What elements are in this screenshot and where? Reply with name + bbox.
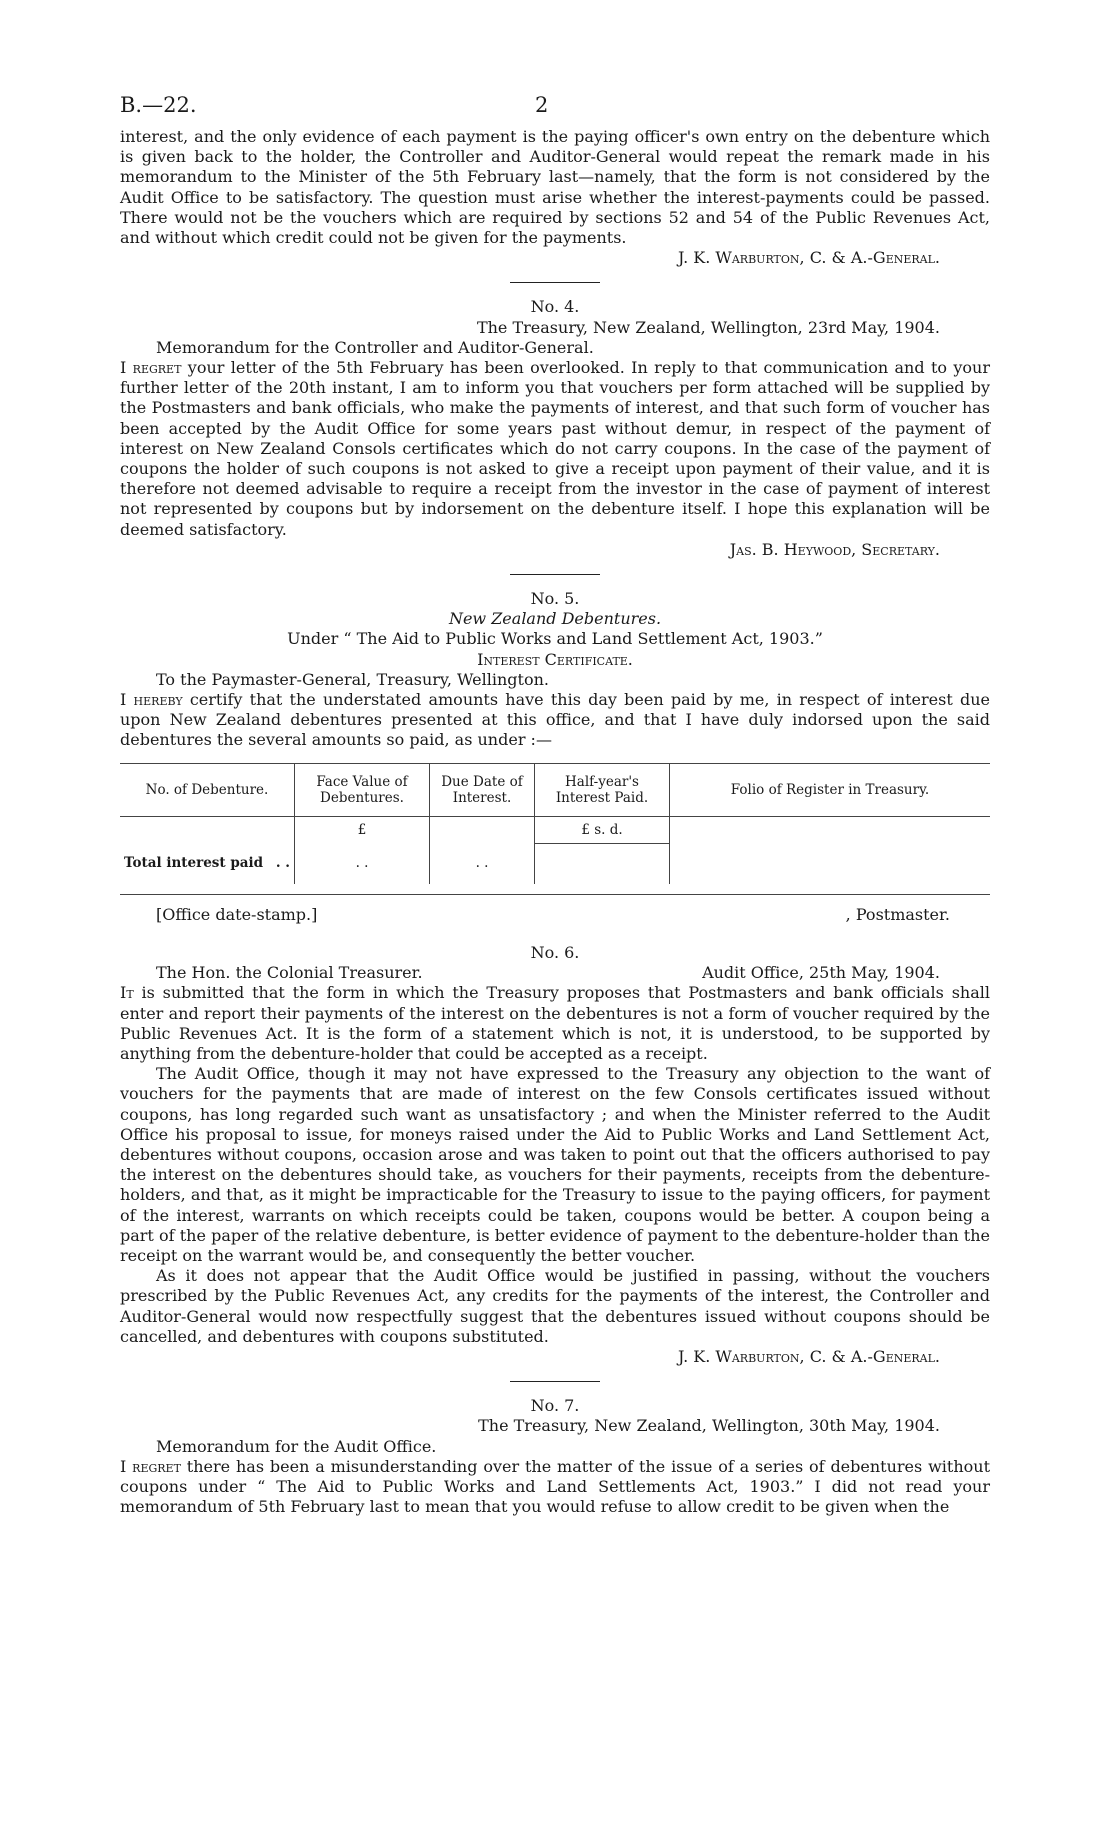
no7-text: there has been a misunderstanding over the matter of the issue of a series of debentures without coupons under “ The Aid to Public Works and Land Settlements Act, 1903.” I did not read your memorandum of 5th February last to mean that you would refuse to allow credit to be given when the: [120, 1456, 991, 1517]
table-cell: [430, 816, 535, 843]
col-header-due-date: Due Date of Interest.: [430, 763, 535, 816]
spacer: [120, 925, 990, 943]
no7-lead: I regret: [120, 1456, 181, 1476]
table-cell: [670, 843, 991, 884]
no7-body: [120, 1457, 990, 1518]
office-date-stamp: [Office date-stamp.]: [156, 904, 318, 924]
table-cell: [670, 816, 991, 843]
col-header-interest-paid: Half-year's Interest Paid.: [535, 763, 670, 816]
intro-paragraph: interest, and the only evidence of each payment is the paying officer's own entry on the debenture which is given back to the holder, the Controller and Auditor-General would repeat the remark made in his memorandum to the Minister of the 5th February last—namely, that the form is not considered by the Audit Office to be satisfactory. The question must arise whether the interest-payments could be passed. There would not be the vouchers which are required by sections 52 and 54 of the Public Revenues Act, and without which credit could not be given for the payments.: [120, 127, 990, 248]
no6-para-3: As it does not appear that the Audit Office would be justified in passing, without the vouchers prescribed by the Public Revenues Act, any credits for the payments of the interest, the Controller and Auditor-General would now respectfully suggest that the debentures issued without coupons should be cancelled, and debentures with coupons substituted.: [120, 1266, 990, 1346]
no7-memo-title: Memorandum for the Audit Office.: [156, 1436, 437, 1456]
no4-text: your letter of the 5th February has been overlooked. In reply to that communication and to your further letter of the 20th instant, I am to inform you that vouchers per form attached will be supplied by the Postmasters and bank officials, who make the payments of interest, and that such form of voucher has been accepted by the Audit Office for some years past without demur, in respect of the payment of interest on New Zealand Consols certificates which do not carry coupons. In the case of the payment of coupons the holder of such coupons is not asked to give a receipt upon payment of their value, and it is therefore not deemed advisable to require a receipt from the investor in the case of payment of interest not represented by coupons but by indorsement on the debenture itself. I hope this explanation will be deemed satisfactory.: [120, 358, 991, 539]
col-header-face-value: Face Value of Debentures.: [295, 763, 430, 816]
unit-pounds: £: [295, 816, 430, 843]
no6-address-row: [120, 963, 990, 983]
no5-addressee: To the Paymaster-General, Treasury, Wellington.: [156, 669, 549, 689]
page-number: 2: [535, 93, 549, 117]
no5-cert-title: Interest Certificate.: [477, 649, 633, 669]
no5-text: certify that the understated amounts have this day been paid by me, in respect of interest due upon New Zealand debentures presented at this office, and that I have duly indorsed upon the said debentures the several amounts so paid, as under :—: [120, 690, 990, 750]
no6-para-1: [120, 983, 990, 1064]
signature-warburton-1: J. K. Warburton, C. & A.-General.: [677, 248, 940, 268]
no4-dateline: The Treasury, New Zealand, Wellington, 23rd May, 1904.: [476, 317, 940, 337]
postmaster-line: , Postmaster.: [845, 904, 950, 924]
section-divider: [510, 574, 600, 575]
no4-lead: I regret: [120, 358, 182, 378]
table-cell: [535, 843, 670, 884]
no4-signature: Jas. B. Heywood, Secretary.: [729, 539, 940, 559]
no5-body: [120, 690, 990, 751]
table-cell: [120, 816, 295, 843]
table-total-row: [120, 843, 990, 884]
col-header-debenture-no: No. of Debenture.: [120, 763, 295, 816]
no6-text-1: is submitted that the form in which the Treasury proposes that Postmasters and bank officials shall enter and report their payments of the interest on the debentures is not a form of voucher required by the Public Revenues Act. It is the form of a statement which is not, it is understood, to be supported by anything from the debenture-holder that could be accepted as a receipt.: [120, 983, 990, 1063]
no6-heading: No. 6.: [530, 942, 580, 962]
no4-memo-title: Memorandum for the Controller and Auditor-General.: [156, 337, 594, 357]
no6-para-2: The Audit Office, though it may not have expressed to the Treasury any objection to the want of vouchers for the payments that are made of interest on the few Consols certificates issued without coupons, has long regarded such want as unsatisfactory ; and when the Minister referred to the Audit Office his proposal to issue, for moneys raised under the Aid to Public Works and Land Settlement Act, debentures without coupons, occasion arose and was taken to point out that the officers authorised to pay the interest on the debentures should take, as vouchers for their payments, receipts from the debenture-holders, and that, as it might be impracticable for the Treasury to issue to the paying officers, for payment of the interest, warrants on which receipts could be taken, coupons would be better. A coupon being a part of the paper of the relative debenture, is better evidence of payment to the debenture-holder than the receipt on the warrant would be, and consequently the better voucher.: [120, 1064, 990, 1265]
col-header-folio: Folio of Register in Treasury.: [670, 763, 991, 816]
total-label: [120, 843, 295, 884]
dots-face: . .: [295, 843, 430, 884]
no7-dateline: The Treasury, New Zealand, Wellington, 30th May, 1904.: [478, 1416, 940, 1436]
no7-heading: No. 7.: [530, 1396, 580, 1416]
no6-from: Audit Office, 25th May, 1904.: [702, 963, 940, 983]
interest-certificate-table: [120, 763, 990, 884]
dots-date: . .: [430, 843, 535, 884]
section-divider: [510, 282, 600, 283]
no6-addressee: The Hon. the Colonial Treasurer.: [156, 963, 423, 983]
no4-body: [120, 358, 990, 540]
no5-title: New Zealand Debentures.: [448, 609, 662, 629]
table-units-row: [120, 816, 990, 843]
document-page: [120, 95, 990, 1517]
total-label-text: Total interest paid: [124, 855, 264, 872]
no6-lead: It: [120, 983, 134, 1003]
no5-lead: I hereby: [120, 690, 183, 710]
unit-lsd: £ s. d.: [535, 816, 670, 843]
total-dots: . .: [275, 855, 290, 872]
stamp-row: [120, 894, 990, 925]
document-reference: B.—22.: [120, 93, 197, 117]
section-divider: [510, 1381, 600, 1382]
no5-heading: No. 5.: [530, 589, 580, 609]
page-header: [120, 95, 990, 127]
no6-signature: J. K. Warburton, C. & A.-General.: [677, 1346, 940, 1366]
no4-heading: No. 4.: [530, 297, 580, 317]
no5-act: Under “ The Aid to Public Works and Land Settlement Act, 1903.”: [287, 629, 823, 649]
